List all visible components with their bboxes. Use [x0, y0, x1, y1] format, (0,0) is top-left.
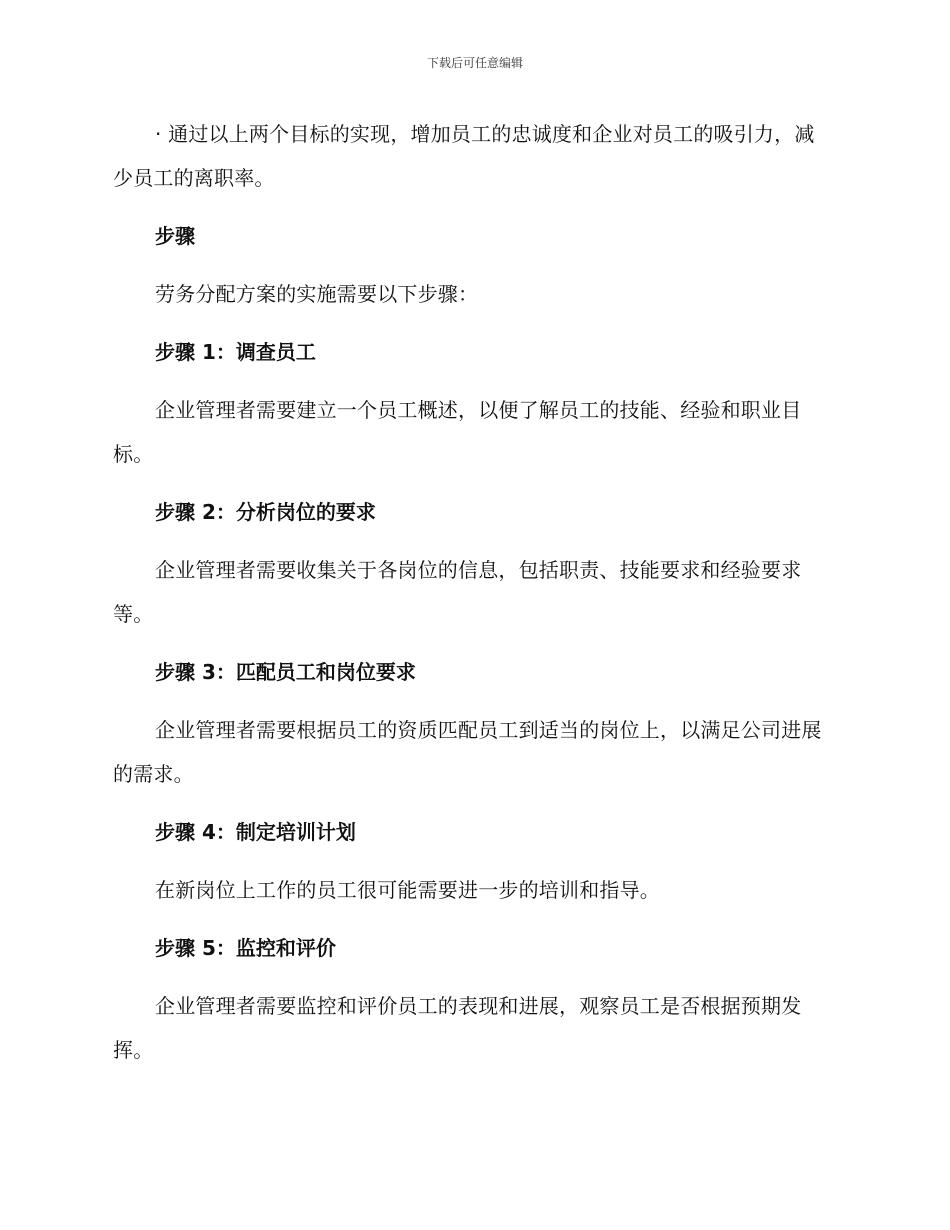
- step3-paragraph: 企业管理者需要根据员工的资质匹配员工到适当的岗位上，以满足公司进展的需求。: [113, 718, 822, 786]
- spacer: [113, 854, 833, 868]
- spacer: [113, 970, 833, 984]
- step4-paragraph: 在新岗位上工作的员工很可能需要进一步的培训和指导。: [155, 878, 660, 902]
- page-header: 下载后可任意编辑: [426, 56, 523, 70]
- step5-paragraph: 企业管理者需要监控和评价员工的表现和进展，观察员工是否根据预期发挥。: [113, 994, 802, 1062]
- step2-heading: 步骤 2：分析岗位的要求: [155, 500, 376, 524]
- step5-heading: 步骤 5：监控和评价: [155, 936, 336, 960]
- step1-heading: 步骤 1：调查员工: [155, 340, 316, 364]
- intro-paragraph: · 通过以上两个目标的实现，增加员工的忠诚度和企业对员工的吸引力，减少员工的离职率。: [113, 122, 815, 190]
- step3-heading: 步骤 3：匹配员工和岗位要求: [155, 660, 416, 684]
- step2-paragraph: 企业管理者需要收集关于各岗位的信息，包括职责、技能要求和经验要求等。: [113, 558, 802, 626]
- spacer: [113, 476, 833, 490]
- spacer: [113, 694, 833, 708]
- spacer: [113, 374, 833, 388]
- spacer: [113, 796, 833, 810]
- document-body: [113, 112, 833, 1072]
- step1-paragraph: 企业管理者需要建立一个员工概述，以便了解员工的技能、经验和职业目标。: [113, 398, 802, 466]
- step4-heading: 步骤 4：制定培训计划: [155, 820, 356, 844]
- spacer: [113, 636, 833, 650]
- spacer: [113, 534, 833, 548]
- spacer: [113, 258, 833, 272]
- spacer: [113, 912, 833, 926]
- steps-intro-paragraph: 劳务分配方案的实施需要以下步骤：: [155, 282, 479, 306]
- spacer: [113, 316, 833, 330]
- steps-heading: 步骤: [155, 224, 195, 248]
- spacer: [113, 200, 833, 214]
